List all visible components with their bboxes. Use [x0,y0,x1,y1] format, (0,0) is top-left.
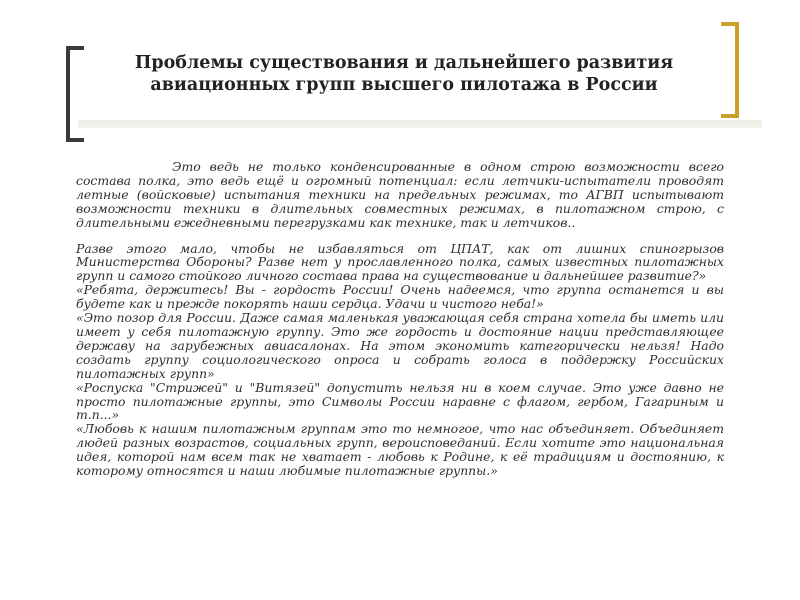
quote-3: «Роспуска "Стрижей" и "Витязей" допустить нельзя ни в коем случае. Это уже давно не просто пилотажные группы, это Символы России наравне с флагом, гербом, Гагариным и т.п...» [76,379,724,423]
right-bracket-decoration [721,22,739,118]
paragraph-question: Разве этого мало, чтобы не избавляться от ЦПАТ, как от лишних спиногрызов Министерства Обороны? Разве нет у прославленного полка, самых известных пилотажных групп и самого стойкого личного состава права на существование и дальнейшее развитие?» [76,240,724,284]
quote-1: «Ребята, держитесь! Вы - гордость России! Очень надеемся, что группа останется и вы будете как и прежде покорять наши сердца. Удачи и чистого неба!» [76,282,724,312]
quote-2: «Это позор для России. Даже самая маленькая уважающая себя страна хотела бы иметь или имеет у себя пилотажную группу. Это же гордость и достояние нации представляющее державу на зарубежных авиасалонах. На этом экономить категорически нельзя! Надо создать группу социологического опроса и собрать голоса в поддержку Российских пилотажных групп» [76,310,724,381]
title-underline-bar [78,120,762,128]
slide-title: Проблемы существования и дальнейшего развития авиационных групп высшего пилотажа в России [134,53,674,95]
quote-4: «Любовь к нашим пилотажным группам это то немногое, что нас объединяет. Объединяет людей разных возрастов, социальных групп, вероисповеданий. Если хотите это национальная идея, которой нам всем так не хватает - любовь к Родине, к её традициям и достоянию, к которому относятся и наши любимые пилотажные группы.» [76,421,724,479]
slide-body [76,160,724,478]
paragraph-intro: Это ведь не только конденсированные в одном строю возможности всего состава полка, это ведь ещё и огромный потенциал: если летчики-испытатели проводят летные (войсковые) испытания техники на предельных режимах, то АГВП испытывают возможности техники в длительных совместных режимах, в пилотажном строю, с длительными ежедневными перегрузками как технике, так и летчиков.. [76,159,724,230]
